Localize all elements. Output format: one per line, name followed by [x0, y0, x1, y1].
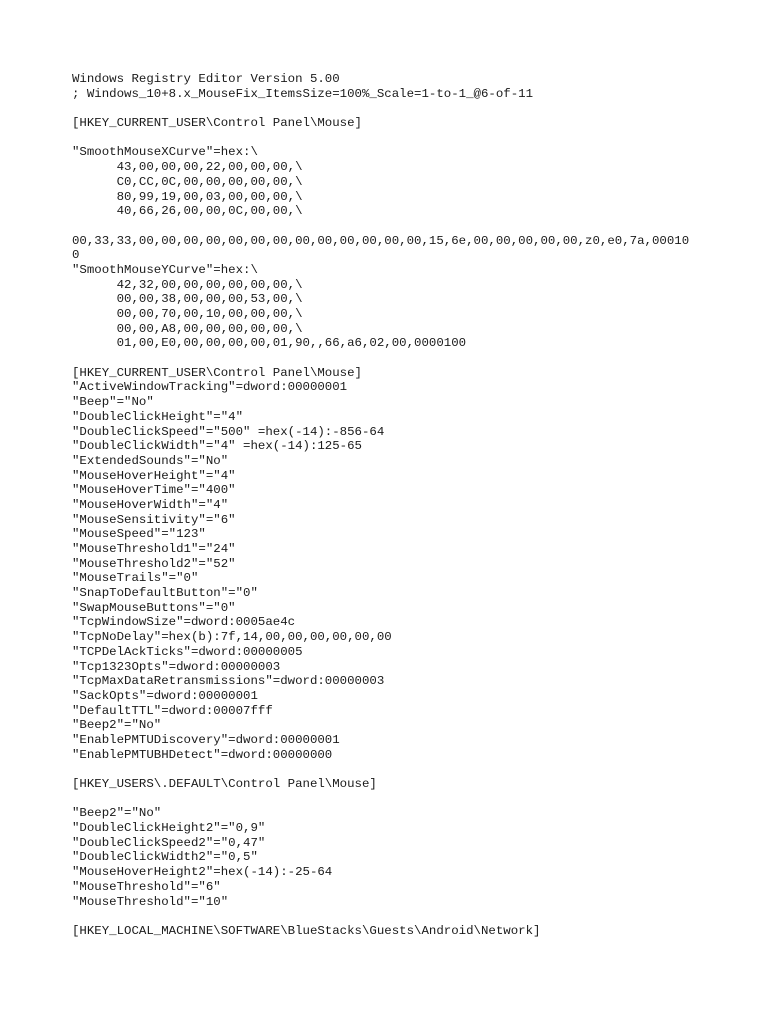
registry-value-line: "SnapToDefaultButton"="0"	[72, 586, 258, 601]
blank-line	[72, 351, 712, 366]
hex-data-line: 00,00,A8,00,00,00,00,00,\	[72, 321, 303, 336]
registry-value-line: "MouseHoverHeight"="4"	[72, 468, 236, 483]
registry-value-line: "MouseSpeed"="123"	[72, 527, 206, 542]
registry-value-line: "Beep2"="No"	[72, 718, 162, 733]
registry-key-header: [HKEY_CURRENT_USER\Control Panel\Mouse]	[72, 116, 362, 131]
blank-line	[72, 101, 712, 116]
registry-value-line: "ExtendedSounds"="No"	[72, 453, 229, 468]
hex-data-line: 42,32,00,00,00,00,00,00,\	[72, 277, 303, 292]
registry-value-line: "MouseSensitivity"="6"	[72, 512, 236, 527]
hex-data-line: 01,00,E0,00,00,00,00,01,90,,66,a6,02,00,0000100	[72, 336, 467, 351]
hex-data-line: 00,00,38,00,00,00,53,00,\	[72, 292, 303, 307]
comment-line: ; Windows_10+8.x_MouseFix_ItemsSize=100%_Scale=1-to-1_@6-of-11	[72, 86, 534, 101]
registry-value-line: "MouseHoverHeight2"=hex(-14):-25-64	[72, 865, 333, 880]
registry-value-line: "SmoothMouseXCurve"=hex:\	[72, 145, 258, 160]
registry-document	[72, 72, 712, 939]
registry-value-line: "TcpNoDelay"=hex(b):7f,14,00,00,00,00,00,00	[72, 630, 392, 645]
registry-value-line: "DoubleClickWidth"="4" =hex(-14):125-65	[72, 439, 362, 454]
registry-value-line: "MouseThreshold"="10"	[72, 894, 229, 909]
hex-data-line: 43,00,00,00,22,00,00,00,\	[72, 160, 303, 175]
registry-value-line: "DoubleClickHeight"="4"	[72, 409, 244, 424]
registry-key-header: [HKEY_USERS\.DEFAULT\Control Panel\Mouse]	[72, 777, 377, 791]
registry-value-line: "MouseThreshold2"="52"	[72, 556, 236, 571]
registry-value-line: "DoubleClickWidth2"="0,5"	[72, 850, 258, 865]
hex-data-line: C0,CC,0C,00,00,00,00,00,\	[72, 174, 303, 189]
hex-data-line: 0	[72, 248, 80, 263]
blank-line	[72, 219, 712, 234]
registry-value-line: "DoubleClickHeight2"="0,9"	[72, 821, 266, 836]
registry-value-line: "SackOpts"=dword:00000001	[72, 688, 258, 703]
document-title: Windows Registry Editor Version 5.00	[72, 72, 340, 86]
registry-value-line: "TcpWindowSize"=dword:0005ae4c	[72, 615, 296, 630]
hex-data-line: 00,00,70,00,10,00,00,00,\	[72, 307, 303, 321]
hex-data-line: 80,99,19,00,03,00,00,00,\	[72, 189, 303, 204]
blank-line	[72, 909, 712, 924]
blank-line	[72, 762, 712, 777]
registry-value-line: "EnablePMTUBHDetect"=dword:00000000	[72, 747, 333, 762]
registry-value-line: "MouseHoverWidth"="4"	[72, 497, 229, 512]
registry-value-line: "MouseThreshold"="6"	[72, 879, 221, 894]
registry-value-line: "EnablePMTUDiscovery"=dword:00000001	[72, 732, 340, 747]
registry-value-line: "MouseThreshold1"="24"	[72, 542, 236, 556]
registry-value-line: "Beep"="No"	[72, 395, 154, 410]
registry-value-line: "DoubleClickSpeed2"="0,47"	[72, 835, 266, 850]
registry-value-line: "ActiveWindowTracking"=dword:00000001	[72, 380, 348, 395]
blank-line	[72, 131, 712, 146]
hex-data-line: 40,66,26,00,00,0C,00,00,\	[72, 204, 303, 219]
hex-data-line: 00,33,33,00,00,00,00,00,00,00,00,00,00,00,00,00,15,6e,00,00,00,00,00,z0,e0,7a,00010	[72, 233, 690, 248]
registry-value-line: "TcpMaxDataRetransmissions"=dword:00000003	[72, 674, 385, 689]
registry-value-line: "MouseTrails"="0"	[72, 571, 199, 586]
registry-value-line: "Tcp1323Opts"=dword:00000003	[72, 659, 281, 674]
registry-key-header: [HKEY_LOCAL_MACHINE\SOFTWARE\BlueStacks\Guests\Android\Network]	[72, 923, 541, 938]
registry-value-line: "DefaultTTL"=dword:00007fff	[72, 703, 273, 718]
registry-value-line: "SmoothMouseYCurve"=hex:\	[72, 262, 258, 277]
registry-key-header: [HKEY_CURRENT_USER\Control Panel\Mouse]	[72, 365, 362, 380]
registry-value-line: "DoubleClickSpeed"="500" =hex(-14):-856-64	[72, 424, 385, 439]
registry-value-line: "TCPDelAckTicks"=dword:00000005	[72, 644, 303, 659]
registry-value-line: "Beep2"="No"	[72, 806, 162, 821]
blank-line	[72, 792, 712, 807]
registry-value-line: "SwapMouseButtons"="0"	[72, 600, 236, 615]
registry-value-line: "MouseHoverTime"="400"	[72, 483, 236, 498]
